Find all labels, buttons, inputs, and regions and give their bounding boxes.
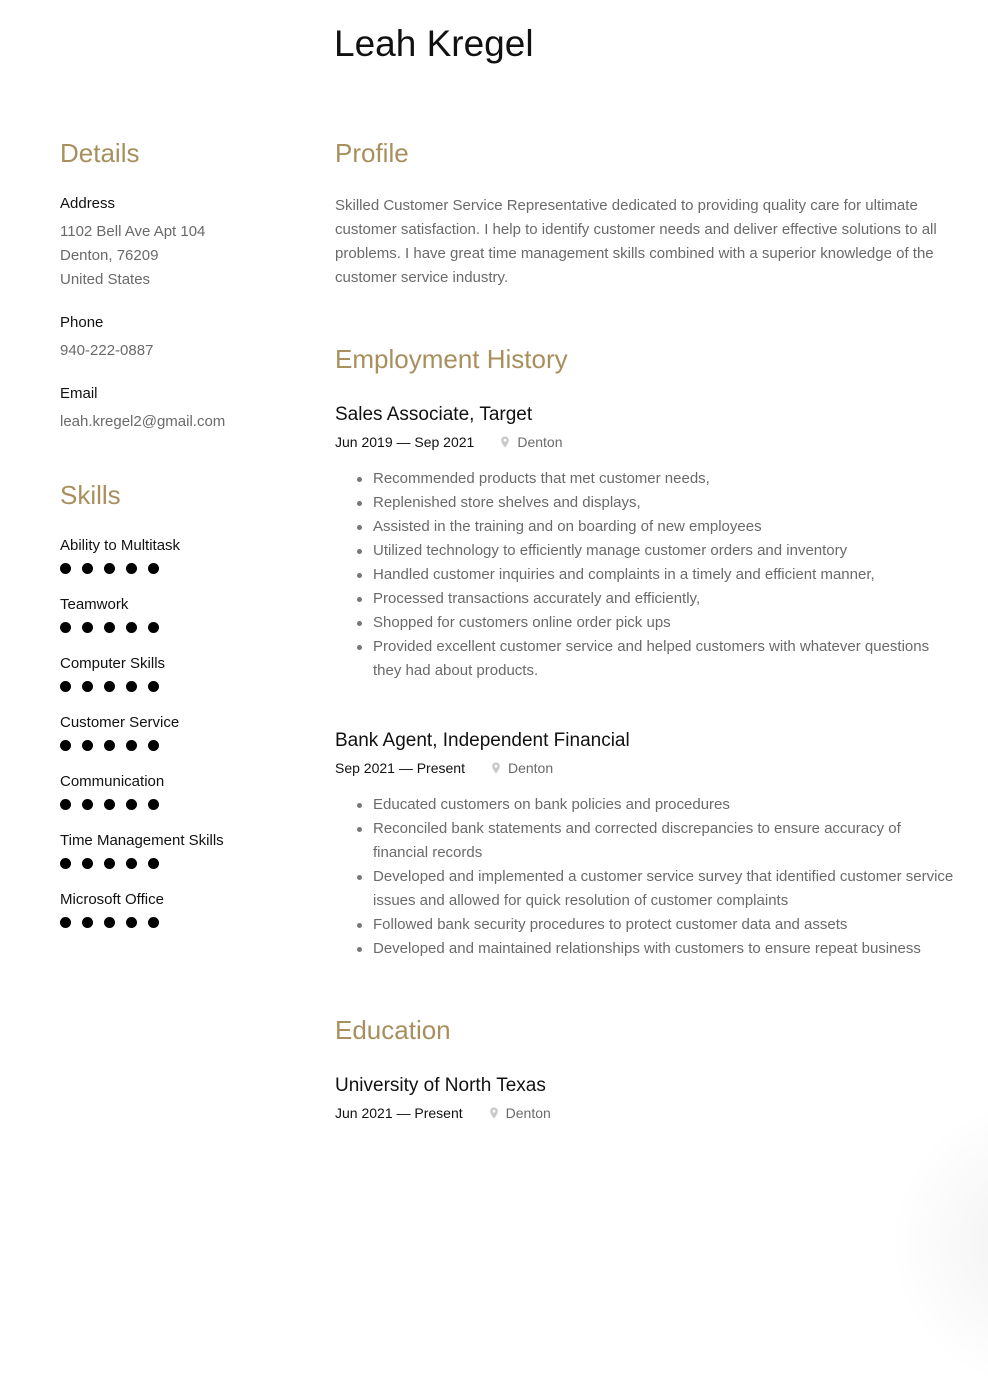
location-pin-icon	[491, 762, 501, 774]
email-value[interactable]: leah.kregel2@gmail.com	[60, 413, 226, 430]
job-entry	[335, 402, 955, 683]
education-title: University of North Texas	[335, 1075, 546, 1096]
skill-level-dots	[60, 799, 300, 810]
education-title: Education	[335, 1015, 451, 1045]
job-bullet: Handled customer inquiries and complaints in a timely and efficient manner,	[335, 563, 955, 587]
skill-name: Teamwork	[60, 596, 129, 613]
skill-level-dot	[60, 681, 71, 692]
skill-level-dot	[104, 799, 115, 810]
skills-list	[60, 536, 300, 928]
job-bullets	[335, 793, 955, 961]
skill-level-dots	[60, 917, 300, 928]
phone-label: Phone	[60, 314, 104, 331]
skill-level-dot	[60, 740, 71, 751]
resume-name: Leah Kregel	[334, 23, 534, 64]
address-line-1: 1102 Bell Ave Apt 104	[60, 223, 206, 240]
job-dates: Jun 2019 — Sep 2021	[335, 434, 475, 450]
job-bullets	[335, 467, 955, 683]
job-bullet: Recommended products that met customer needs,	[335, 467, 955, 491]
skill-level-dot	[82, 740, 93, 751]
skill-level-dot	[104, 622, 115, 633]
skill-level-dot	[60, 622, 71, 633]
skill-level-dot	[82, 622, 93, 633]
job-title: Sales Associate, Target	[335, 404, 533, 425]
skill-item	[60, 713, 300, 751]
skill-level-dot	[104, 858, 115, 869]
skill-item	[60, 654, 300, 692]
skill-level-dot	[82, 681, 93, 692]
skill-level-dot	[126, 563, 137, 574]
education-list	[335, 1073, 955, 1123]
skill-level-dot	[126, 681, 137, 692]
email-label: Email	[60, 385, 98, 402]
job-title: Bank Agent, Independent Financial	[335, 730, 630, 751]
right-column	[335, 136, 955, 1123]
skill-level-dot	[148, 799, 159, 810]
address-line-3: United States	[60, 271, 151, 288]
job-bullet: Developed and maintained relationships with customers to ensure repeat business	[335, 937, 955, 961]
job-dates: Sep 2021 — Present	[335, 760, 465, 776]
skill-level-dot	[104, 917, 115, 928]
job-meta	[335, 432, 955, 452]
job-bullet: Educated customers on bank policies and procedures	[335, 793, 955, 817]
skill-level-dot	[126, 740, 137, 751]
skill-level-dot	[60, 563, 71, 574]
profile-text: Skilled Customer Service Representative dedicated to providing quality care for ultimate customer satisfaction. I help to identify customer needs and deliver effective solutions to all problems. I have great time management skills combined with a superior knowledge of the customer service industry.	[335, 197, 937, 286]
email-block	[60, 384, 300, 434]
education-meta	[335, 1103, 955, 1123]
skill-level-dot	[148, 917, 159, 928]
skill-level-dot	[104, 681, 115, 692]
job-bullet: Followed bank security procedures to protect customer data and assets	[335, 913, 955, 937]
skill-level-dot	[104, 563, 115, 574]
skill-level-dots	[60, 563, 300, 574]
job-location: Denton	[517, 434, 563, 450]
left-column	[60, 136, 300, 928]
skill-level-dots	[60, 740, 300, 751]
skill-level-dot	[148, 858, 159, 869]
address-label: Address	[60, 195, 116, 212]
job-bullet: Developed and implemented a customer service survey that identified customer service issues and allowed for quick resolution of customer complaints	[335, 865, 955, 913]
skill-level-dot	[126, 858, 137, 869]
skill-name: Computer Skills	[60, 655, 166, 672]
address-line-2: Denton, 76209	[60, 247, 159, 264]
skill-item	[60, 595, 300, 633]
job-location: Denton	[507, 760, 554, 776]
skill-name: Microsoft Office	[60, 891, 164, 908]
skill-level-dot	[60, 917, 71, 928]
details-title: Details	[60, 138, 140, 168]
jobs-list	[335, 402, 955, 961]
job-entry	[335, 728, 955, 961]
skill-level-dots	[60, 622, 300, 633]
skill-name: Customer Service	[60, 714, 180, 731]
skill-level-dot	[82, 917, 93, 928]
skill-level-dot	[126, 917, 137, 928]
job-bullet: Provided excellent customer service and helped customers with whatever questions they had about products.	[335, 635, 955, 683]
profile-title: Profile	[335, 138, 409, 168]
job-bullet: Utilized technology to efficiently manage customer orders and inventory	[335, 539, 955, 563]
education-entry	[335, 1073, 955, 1123]
job-bullet: Reconciled bank statements and corrected discrepancies to ensure accuracy of financial records	[335, 817, 955, 865]
job-bullet: Replenished store shelves and displays,	[335, 491, 955, 515]
phone-value: 940-222-0887	[60, 342, 154, 359]
skill-level-dot	[148, 622, 159, 633]
location-pin-icon	[500, 436, 510, 448]
skill-item	[60, 831, 300, 869]
skill-item	[60, 536, 300, 574]
address-block	[60, 194, 300, 292]
skill-name: Communication	[60, 773, 165, 790]
skill-level-dot	[82, 858, 93, 869]
skill-level-dot	[126, 622, 137, 633]
skill-level-dot	[148, 681, 159, 692]
employment-title: Employment History	[335, 344, 568, 374]
skill-level-dot	[60, 799, 71, 810]
skill-level-dot	[148, 740, 159, 751]
phone-block	[60, 313, 300, 363]
skill-level-dot	[82, 563, 93, 574]
location-pin-icon	[489, 1107, 499, 1119]
job-bullet: Assisted in the training and on boarding of new employees	[335, 515, 955, 539]
job-bullet: Processed transactions accurately and efficiently,	[335, 587, 955, 611]
skill-level-dot	[82, 799, 93, 810]
skill-level-dot	[126, 799, 137, 810]
skill-level-dot	[148, 563, 159, 574]
page-shadow	[888, 1093, 988, 1393]
skill-item	[60, 890, 300, 928]
education-dates: Jun 2021 — Present	[335, 1105, 463, 1121]
skill-item	[60, 772, 300, 810]
skill-level-dot	[60, 858, 71, 869]
skills-title: Skills	[60, 480, 121, 510]
skill-name: Time Management Skills	[60, 832, 224, 849]
skill-level-dot	[104, 740, 115, 751]
skill-name: Ability to Multitask	[60, 537, 181, 554]
skill-level-dots	[60, 681, 300, 692]
skill-level-dots	[60, 858, 300, 869]
job-bullet: Shopped for customers online order pick ups	[335, 611, 955, 635]
job-meta	[335, 758, 955, 778]
education-location: Denton	[505, 1105, 551, 1121]
